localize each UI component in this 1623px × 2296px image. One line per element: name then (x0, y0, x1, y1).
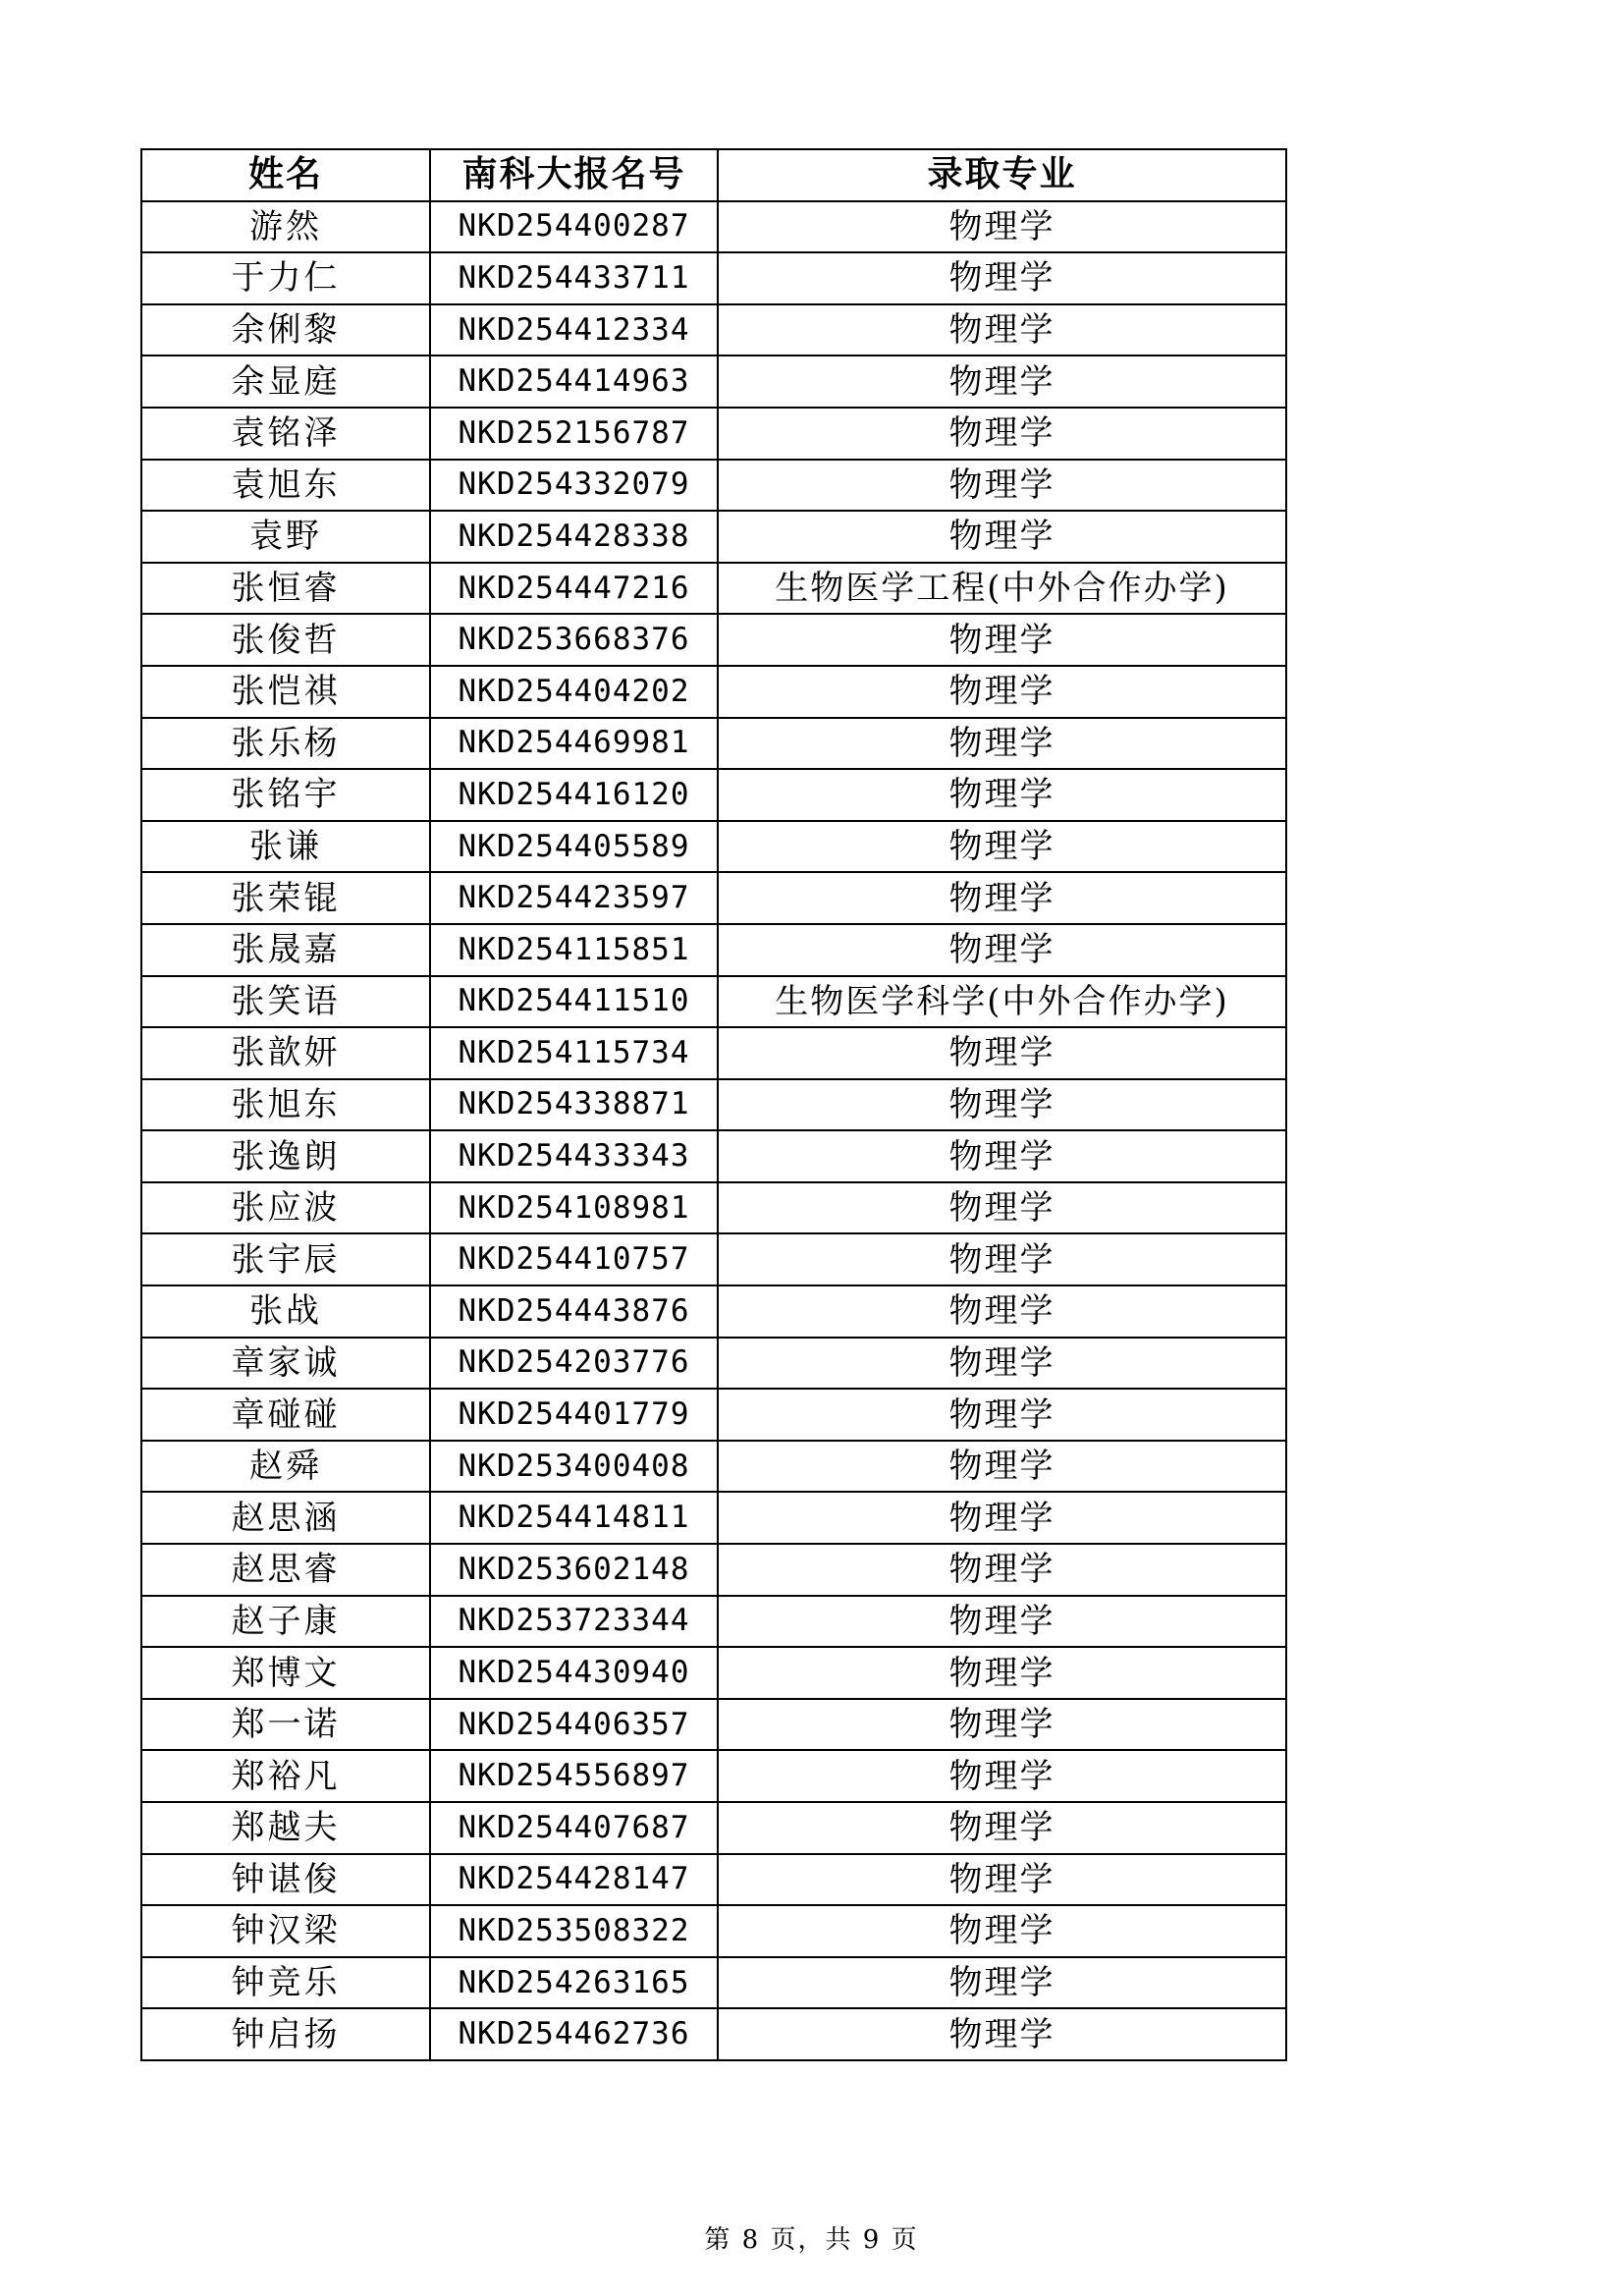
student-name: 张应波 (141, 1182, 430, 1234)
registration-number: NKD254203776 (430, 1338, 718, 1390)
table-row (141, 1079, 1286, 1131)
student-name: 余显庭 (141, 355, 430, 408)
admitted-major: 物理学 (718, 666, 1286, 718)
admitted-major: 物理学 (718, 1389, 1286, 1441)
admitted-major: 物理学 (718, 304, 1286, 356)
registration-number: NKD254115851 (430, 924, 718, 976)
table-row (141, 1905, 1286, 1957)
registration-number: NKD254404202 (430, 666, 718, 718)
table-row (141, 1750, 1286, 1802)
student-name: 张俊哲 (141, 614, 430, 666)
table-row (141, 666, 1286, 718)
table-row (141, 924, 1286, 976)
table-row (141, 304, 1286, 356)
student-name: 张笑语 (141, 976, 430, 1028)
table-row (141, 872, 1286, 924)
registration-number: NKD254401779 (430, 1389, 718, 1441)
table-row (141, 1338, 1286, 1390)
student-name: 张铭宇 (141, 769, 430, 821)
student-name: 郑越夫 (141, 1802, 430, 1854)
registration-number: NKD252156787 (430, 408, 718, 460)
registration-number: NKD254428147 (430, 1854, 718, 1906)
table-row (141, 1647, 1286, 1699)
table-row (141, 1957, 1286, 2009)
table-row (141, 1596, 1286, 1648)
registration-number: NKD253400408 (430, 1441, 718, 1493)
registration-number: NKD254407687 (430, 1802, 718, 1854)
student-name: 张战 (141, 1285, 430, 1338)
header-registration-number: 南科大报名号 (430, 149, 718, 201)
admitted-major: 物理学 (718, 1854, 1286, 1906)
registration-number: NKD254332079 (430, 460, 718, 512)
header-name: 姓名 (141, 149, 430, 201)
registration-number: NKD254414963 (430, 355, 718, 408)
registration-number: NKD254428338 (430, 511, 718, 563)
admitted-major: 物理学 (718, 511, 1286, 563)
registration-number: NKD253602148 (430, 1544, 718, 1596)
registration-number: NKD254430940 (430, 1647, 718, 1699)
student-name: 章家诚 (141, 1338, 430, 1390)
admission-table (140, 148, 1287, 2061)
registration-number: NKD254400287 (430, 201, 718, 253)
student-name: 赵思涵 (141, 1492, 430, 1544)
registration-number: NKD254443876 (430, 1285, 718, 1338)
header-admitted-major: 录取专业 (718, 149, 1286, 201)
admitted-major: 物理学 (718, 1699, 1286, 1751)
admitted-major: 物理学 (718, 1285, 1286, 1338)
table-row (141, 1802, 1286, 1854)
admitted-major: 物理学 (718, 408, 1286, 460)
registration-number: NKD253668376 (430, 614, 718, 666)
table-row (141, 1130, 1286, 1182)
table-row (141, 252, 1286, 304)
admitted-major: 物理学 (718, 718, 1286, 770)
admitted-major: 物理学 (718, 2008, 1286, 2060)
registration-number: NKD254108981 (430, 1182, 718, 1234)
table-row (141, 976, 1286, 1028)
registration-number: NKD254338871 (430, 1079, 718, 1131)
registration-number: NKD254115734 (430, 1027, 718, 1079)
table-row (141, 1492, 1286, 1544)
table-row (141, 1182, 1286, 1234)
admitted-major: 物理学 (718, 1027, 1286, 1079)
admitted-major: 物理学 (718, 1905, 1286, 1957)
student-name: 赵思睿 (141, 1544, 430, 1596)
admitted-major: 物理学 (718, 1182, 1286, 1234)
table-row (141, 408, 1286, 460)
table-row (141, 511, 1286, 563)
admitted-major: 物理学 (718, 460, 1286, 512)
student-name: 钟汉梁 (141, 1905, 430, 1957)
student-name: 张恺祺 (141, 666, 430, 718)
table-row (141, 2008, 1286, 2060)
student-name: 张歆妍 (141, 1027, 430, 1079)
registration-number: NKD254416120 (430, 769, 718, 821)
table-row (141, 1544, 1286, 1596)
table-row (141, 1854, 1286, 1906)
registration-number: NKD254556897 (430, 1750, 718, 1802)
admitted-major: 物理学 (718, 1647, 1286, 1699)
student-name: 钟启扬 (141, 2008, 430, 2060)
student-name: 张恒睿 (141, 563, 430, 615)
student-name: 张谦 (141, 821, 430, 873)
admitted-major: 物理学 (718, 821, 1286, 873)
table-row (141, 201, 1286, 253)
table-header (141, 149, 1286, 201)
registration-number: NKD254411510 (430, 976, 718, 1028)
student-name: 钟竞乐 (141, 1957, 430, 2009)
admitted-major: 物理学 (718, 1079, 1286, 1131)
registration-number: NKD254433343 (430, 1130, 718, 1182)
student-name: 郑一诺 (141, 1699, 430, 1751)
registration-number: NKD254410757 (430, 1233, 718, 1285)
student-name: 游然 (141, 201, 430, 253)
registration-number: NKD254462736 (430, 2008, 718, 2060)
student-name: 于力仁 (141, 252, 430, 304)
student-name: 袁铭泽 (141, 408, 430, 460)
admitted-major: 物理学 (718, 1492, 1286, 1544)
admitted-major: 物理学 (718, 1596, 1286, 1648)
student-name: 张晟嘉 (141, 924, 430, 976)
admitted-major: 物理学 (718, 1441, 1286, 1493)
registration-number: NKD254263165 (430, 1957, 718, 2009)
student-name: 张旭东 (141, 1079, 430, 1131)
admitted-major: 物理学 (718, 614, 1286, 666)
student-name: 张荣锟 (141, 872, 430, 924)
registration-number: NKD254447216 (430, 563, 718, 615)
admitted-major: 物理学 (718, 924, 1286, 976)
student-name: 赵子康 (141, 1596, 430, 1648)
student-name: 郑裕凡 (141, 1750, 430, 1802)
student-name: 张宇辰 (141, 1233, 430, 1285)
student-name: 赵舜 (141, 1441, 430, 1493)
table-row (141, 1027, 1286, 1079)
table-row (141, 769, 1286, 821)
registration-number: NKD254469981 (430, 718, 718, 770)
admitted-major: 生物医学科学(中外合作办学) (718, 976, 1286, 1028)
table-row (141, 460, 1286, 512)
registration-number: NKD253508322 (430, 1905, 718, 1957)
registration-number: NKD254414811 (430, 1492, 718, 1544)
table-row (141, 718, 1286, 770)
table-row (141, 1699, 1286, 1751)
admitted-major: 物理学 (718, 1802, 1286, 1854)
table-row (141, 1389, 1286, 1441)
student-name: 郑博文 (141, 1647, 430, 1699)
student-name: 钟谌俊 (141, 1854, 430, 1906)
registration-number: NKD254423597 (430, 872, 718, 924)
table-row (141, 1233, 1286, 1285)
admitted-major: 物理学 (718, 355, 1286, 408)
table-row (141, 1285, 1286, 1338)
table-body (141, 201, 1286, 2060)
student-name: 张逸朗 (141, 1130, 430, 1182)
student-name: 袁野 (141, 511, 430, 563)
registration-number: NKD254406357 (430, 1699, 718, 1751)
table-row (141, 355, 1286, 408)
student-name: 余俐黎 (141, 304, 430, 356)
student-name: 章碰碰 (141, 1389, 430, 1441)
admitted-major: 物理学 (718, 1544, 1286, 1596)
table-row (141, 1441, 1286, 1493)
admitted-major: 物理学 (718, 1338, 1286, 1390)
table-row (141, 614, 1286, 666)
registration-number: NKD253723344 (430, 1596, 718, 1648)
admitted-major: 物理学 (718, 252, 1286, 304)
page-number-footer: 第 8 页，共 9 页 (704, 2225, 919, 2255)
student-name: 张乐杨 (141, 718, 430, 770)
registration-number: NKD254405589 (430, 821, 718, 873)
registration-number: NKD254433711 (430, 252, 718, 304)
admitted-major: 物理学 (718, 872, 1286, 924)
admitted-major: 物理学 (718, 1233, 1286, 1285)
admitted-major: 物理学 (718, 1957, 1286, 2009)
header-row (141, 149, 1286, 201)
admitted-major: 物理学 (718, 769, 1286, 821)
admitted-major: 物理学 (718, 1750, 1286, 1802)
admitted-major: 物理学 (718, 1130, 1286, 1182)
table-row (141, 821, 1286, 873)
admitted-major: 物理学 (718, 201, 1286, 253)
admitted-major: 生物医学工程(中外合作办学) (718, 563, 1286, 615)
registration-number: NKD254412334 (430, 304, 718, 356)
student-name: 袁旭东 (141, 460, 430, 512)
table-row (141, 563, 1286, 615)
